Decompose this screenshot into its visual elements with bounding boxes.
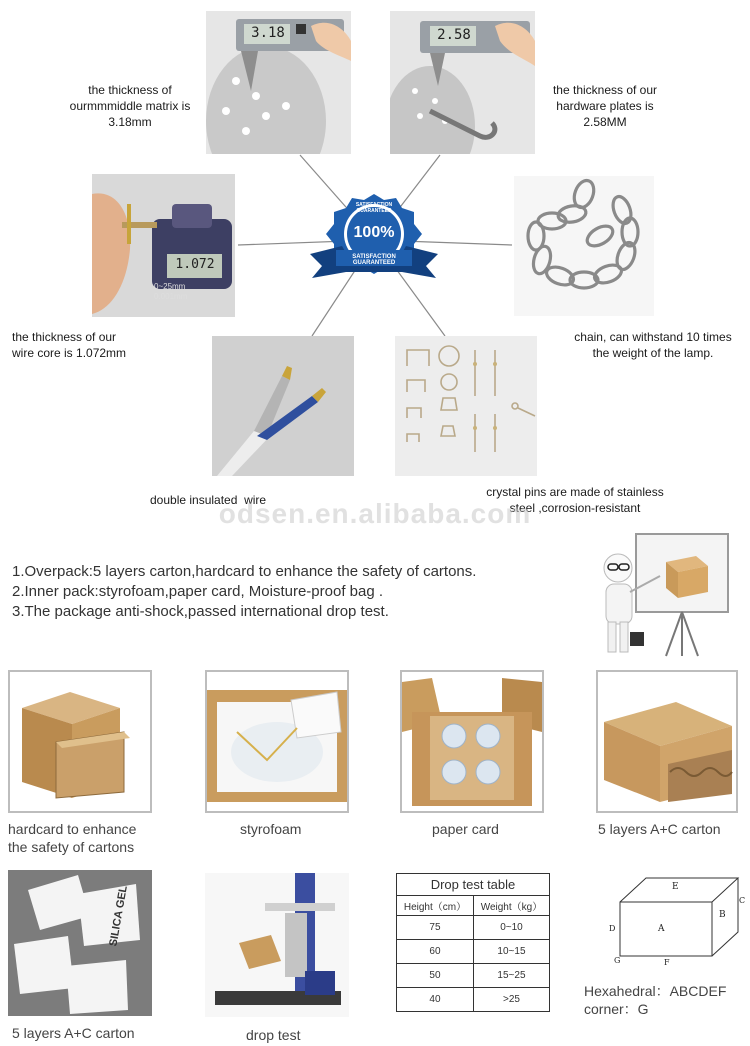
crystal-pins-photo — [395, 336, 537, 476]
chain-photo — [514, 176, 654, 316]
caliper-reading-left: 3.18 — [251, 25, 285, 41]
drop-table-header-weight: Weight（kg） — [473, 896, 549, 916]
micrometer-reading: 1.072 — [175, 257, 215, 272]
caption-drop-test: drop test — [246, 1027, 301, 1043]
drop-test-table — [396, 873, 550, 1012]
table-row: 40 >25 — [397, 988, 550, 1012]
caption-crystal-pins: crystal pins are made of stainless steel ,corrosion-resistant — [486, 485, 664, 515]
packing-line: 2.Inner pack:styrofoam,paper card, Moisture-proof bag . — [12, 583, 384, 600]
box-diagram-caption-corner: corner：G — [584, 1001, 649, 1017]
table-row: 50 15~25 — [397, 964, 550, 988]
caption-silica-gel: 5 layers A+C carton — [12, 1025, 135, 1041]
five-layer-carton-photo — [596, 670, 738, 813]
badge-ribbon-text: SATISFACTION GUARANTEED — [352, 254, 396, 266]
caliper-hardware-plate-photo — [390, 11, 535, 154]
silica-gel-label: SILICA GEL — [107, 884, 130, 948]
badge-percent: 100% — [353, 224, 395, 241]
hardcard-photo — [8, 670, 152, 813]
satisfaction-guaranteed-badge — [306, 188, 442, 292]
caption-wire-core: the thickness of our wire core is 1.072mm — [12, 330, 127, 360]
table-row: 75 0~10 — [397, 916, 550, 940]
drop-table-title: Drop test table — [397, 874, 550, 896]
box-label-e: E — [672, 882, 679, 892]
drop-test-photo — [205, 873, 349, 1017]
double-insulated-wire-photo — [212, 336, 354, 476]
box-label-g: G — [614, 956, 621, 965]
micrometer-scale-text: 0~25mm — [154, 282, 186, 291]
caption-chain: chain, can withstand 10 times the weight of the lamp. — [574, 330, 732, 360]
box-label-f: F — [664, 958, 670, 967]
caliper-reading-right: 2.58 — [437, 27, 471, 43]
badge-arc-text: SATISFACTION GUARANTEED — [355, 202, 393, 214]
table-row: 60 10~15 — [397, 940, 550, 964]
micrometer-unit-text: 0.001mm — [154, 292, 188, 301]
caption-double-insulated-wire: double insulated wire — [150, 493, 267, 507]
box-diagram-caption-faces: Hexahedral：ABCDEF — [584, 983, 727, 999]
caption-styrofoam: styrofoam — [240, 821, 302, 837]
caption-paper-card: paper card — [432, 821, 499, 837]
paper-card-photo — [400, 670, 544, 813]
caption-middle-matrix: the thickness of ourmmmiddle matrix is 3.18mm — [69, 83, 191, 129]
box-label-c: C — [739, 896, 746, 905]
silica-gel-photo — [8, 870, 152, 1016]
drop-table-header-height: Height（cm） — [397, 896, 474, 916]
caption-hardcard: hardcard to enhance the safety of cartons — [8, 821, 137, 855]
packing-line: 1.Overpack:5 layers carton,hardcard to enhance the safety of cartons. — [12, 563, 477, 580]
presenter-illustration — [596, 532, 736, 660]
caption-hardware-plates: the thickness of our hardware plates is 2.58MM — [552, 83, 658, 129]
box-label-b: B — [719, 910, 726, 920]
watermark: odsen.en.alibaba.com — [218, 498, 532, 529]
box-label-d: D — [609, 924, 616, 933]
box-face-diagram — [604, 872, 744, 968]
packing-description — [12, 562, 476, 622]
box-label-a: A — [658, 924, 665, 934]
micrometer-wire-core-photo — [92, 174, 235, 317]
caption-five-layer-carton: 5 layers A+C carton — [598, 821, 721, 837]
packing-line: 3.The package anti-shock,passed international drop test. — [12, 603, 389, 620]
styrofoam-photo — [205, 670, 349, 813]
caliper-middle-matrix-photo — [206, 11, 351, 154]
